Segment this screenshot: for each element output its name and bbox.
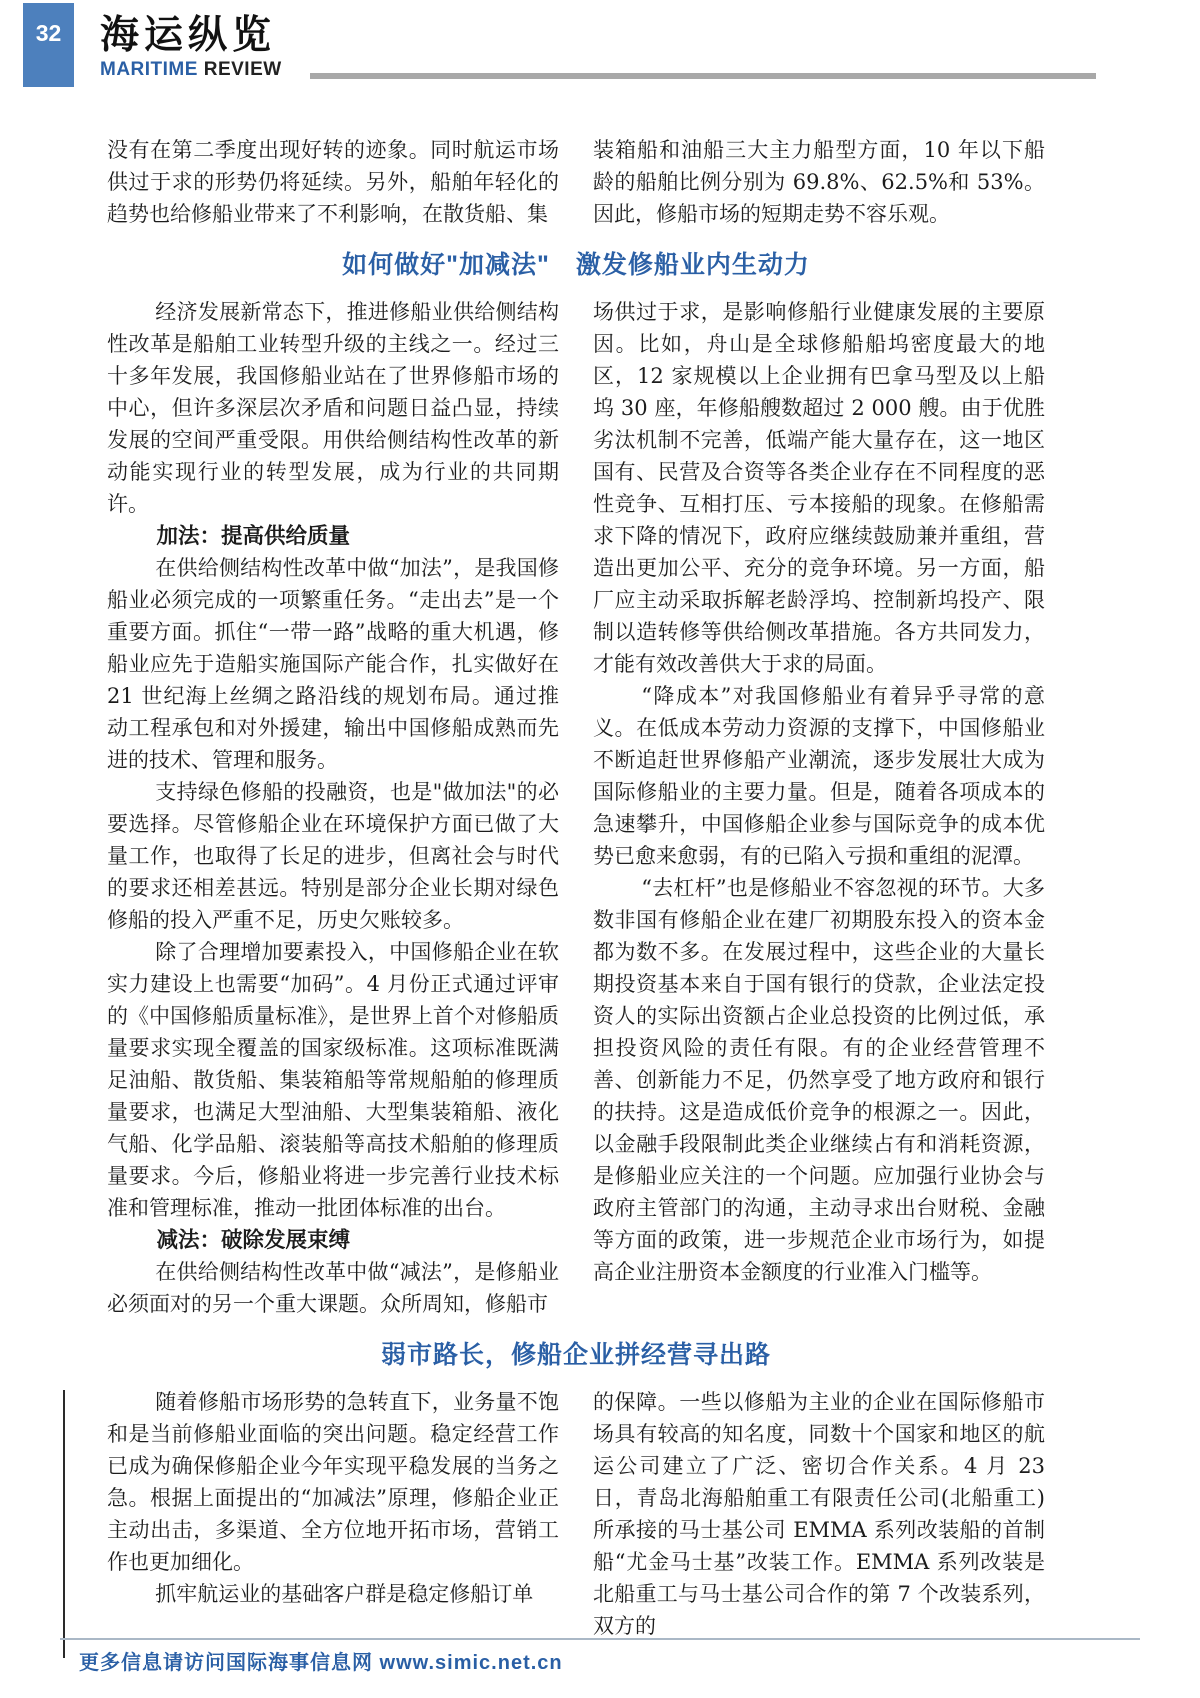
paragraph: 装箱船和油船三大主力船型方面，10 年以下船龄的船舶比例分别为 69.8%、62.5%和 53%。因此，修船市场的短期走势不容乐观。 — [593, 138, 1045, 226]
intro-left-column — [107, 134, 559, 230]
section2-heading: 弱市路长，修船企业拼经营寻出路 — [380, 1341, 771, 1369]
page-title: 海运纵览 — [100, 14, 277, 57]
subtitle-en-blue: MARITIME — [100, 59, 198, 80]
article-body — [107, 134, 1045, 1642]
footer-rule — [60, 1638, 1140, 1640]
paragraph: 没有在第二季度出现好转的迹象。同时航运市场供过于求的形势仍将延续。另外，船舶年轻化的趋势也给修船业带来了不利影响，在散货船、集 — [107, 138, 559, 226]
subheading: 加法：提高供给质量 — [156, 524, 350, 548]
subtitle-en-dark: REVIEW — [203, 59, 282, 80]
header-rule — [310, 73, 1096, 79]
masthead — [100, 14, 282, 81]
paragraph: 经济发展新常态下，推进修船业供给侧结构性改革是船舶工业转型升级的主线之一。经过三十多年发展，我国修船业站在了世界修船市场的中心，但许多深层次矛盾和问题日益凸显，持续发展的空间严重受限。用供给侧结构性改革的新动能实现行业的转型发展，成为行业的共同期许。 — [107, 300, 559, 516]
intro-columns — [107, 134, 1045, 230]
page-number: 32 — [35, 20, 62, 46]
section1-columns — [107, 296, 1045, 1320]
paragraph: 在供给侧结构性改革中做“加法”，是我国修船业必须完成的一项繁重任务。“走出去”是一个重要方面。抓住“一带一路”战略的重大机遇，修船业应先于造船实施国际产能合作，扎实做好在 21 世纪海上丝绸之路沿线的规划布局。通过推动工程承包和对外援建，输出中国修船成熟而先进的技术、管理和服务。 — [107, 556, 559, 772]
footer-link: 更多信息请访问国际海事信息网 www.simic.net.cn — [79, 1652, 563, 1674]
section1-heading: 如何做好"加减法" 激发修船业内生动力 — [342, 251, 810, 279]
page-subtitle — [100, 59, 282, 81]
section2-left-column — [107, 1386, 559, 1642]
crop-mark — [63, 1390, 65, 1658]
paragraph: 抓牢航运业的基础客户群是稳定修船订单 — [155, 1582, 534, 1606]
paragraph: 除了合理增加要素投入，中国修船企业在软实力建设上也需要“加码”。4 月份正式通过评审的《中国修船质量标准》，是世界上首个对修船质量要求实现全覆盖的国家级标准。这项标准既满足油船、散货船、集装箱船等常规船舶的修理质量要求，也满足大型油船、大型集装箱船、液化气船、化学品船、滚装船等高技术船舶的修理质量要求。今后，修船业将进一步完善行业技术标准和管理标准，推动一批团体标准的出台。 — [107, 940, 559, 1220]
page-number-badge — [23, 3, 74, 87]
section1-right-column — [593, 296, 1045, 1320]
paragraph: 随着修船市场形势的急转直下，业务量不饱和是当前修船业面临的突出问题。稳定经营工作已成为确保修船企业今年实现平稳发展的当务之急。根据上面提出的“加减法”原理，修船企业正主动出击，多渠道、全方位地开拓市场，营销工作也更加细化。 — [107, 1390, 559, 1574]
section2-right-column — [593, 1386, 1045, 1642]
paragraph: 在供给侧结构性改革中做“减法”，是修船业必须面对的另一个重大课题。众所周知，修船市 — [107, 1260, 559, 1316]
section1-left-column — [107, 296, 559, 1320]
subheading: 减法：破除发展束缚 — [156, 1228, 350, 1252]
intro-right-column — [593, 134, 1045, 230]
paragraph: “降成本”对我国修船业有着异乎寻常的意义。在低成本劳动力资源的支撑下，中国修船业不断追赶世界修船产业潮流，逐步发展壮大成为国际修船业的主要力量。但是，随着各项成本的急速攀升，中国修船企业参与国际竞争的成本优势已愈来愈弱，有的已陷入亏损和重组的泥潭。 — [593, 684, 1045, 868]
paragraph: 的保障。一些以修船为主业的企业在国际修船市场具有较高的知名度，同数十个国家和地区的航运公司建立了广泛、密切合作关系。4 月 23 日，青岛北海船舶重工有限责任公司(北船重工)所承接的马士基公司 EMMA 系列改装船的首制船“尤金马士基”改装工作。EMMA 系列改装是北船重工与马士基公司合作的第 7 个改装系列，双方的 — [593, 1390, 1045, 1638]
section2-columns — [107, 1386, 1045, 1642]
paragraph: 场供过于求，是影响修船行业健康发展的主要原因。比如，舟山是全球修船船坞密度最大的地区，12 家规模以上企业拥有巴拿马型及以上船坞 30 座，年修船艘数超过 2 000 艘。由于优胜劣汰机制不完善，低端产能大量存在，这一地区国有、民营及合资等各类企业存在不同程度的恶性竞争、互相打压、亏本接船的现象。在修船需求下降的情况下，政府应继续鼓励兼并重组，营造出更加公平、充分的竞争环境。另一方面，船厂应主动采取拆解老龄浮坞、控制新坞投产、限制以造转修等供给侧改革措施。各方共同发力，才能有效改善供大于求的局面。 — [593, 300, 1045, 676]
paragraph: “去杠杆”也是修船业不容忽视的环节。大多数非国有修船企业在建厂初期股东投入的资本金都为数不多。在发展过程中，这些企业的大量长期投资基本来自于国有银行的贷款，企业法定投资人的实际出资额占企业总投资的比例过低，承担投资风险的责任有限。有的企业经营管理不善、创新能力不足，仍然享受了地方政府和银行的扶持。这是造成低价竞争的根源之一。因此，以金融手段限制此类企业继续占有和消耗资源，是修船业应关注的一个问题。应加强行业协会与政府主管部门的沟通，主动寻求出台财税、金融等方面的政策，进一步规范企业市场行为，如提高企业注册资本金额度的行业准入门槛等。 — [593, 876, 1045, 1284]
paragraph: 支持绿色修船的投融资，也是"做加法"的必要选择。尽管修船企业在环境保护方面已做了大量工作，也取得了长足的进步，但离社会与时代的要求还相差甚远。特别是部分企业长期对绿色修船的投入严重不足，历史欠账较多。 — [107, 780, 559, 932]
